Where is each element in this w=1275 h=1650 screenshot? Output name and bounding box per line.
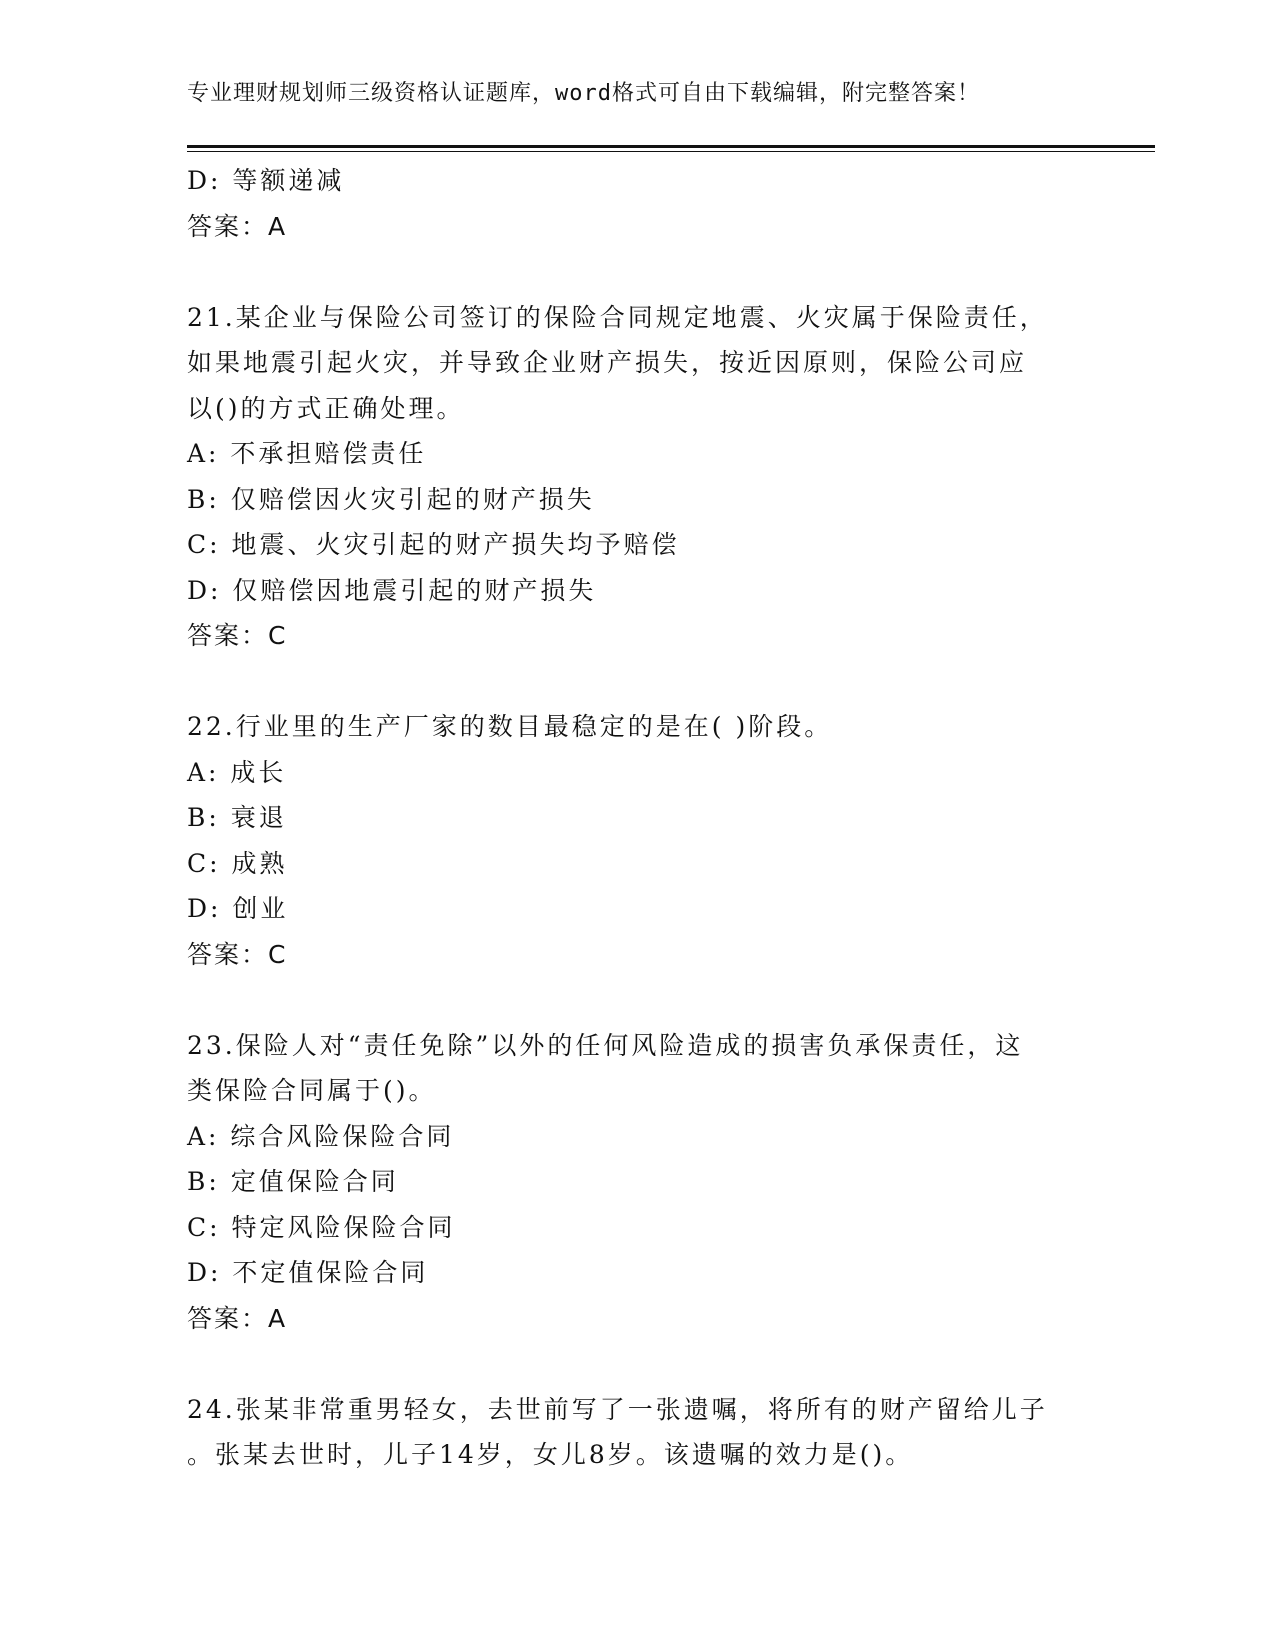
question-text-line: 21.某企业与保险公司签订的保险合同规定地震、火灾属于保险责任， <box>187 302 1048 332</box>
option-d: D: 创业 <box>187 894 289 923</box>
question-text-line: 23.保险人对“责任免除”以外的任何风险造成的损害负承保责任，这 <box>187 1030 1024 1060</box>
question-text-line: 22.行业里的生产厂家的数目最稳定的是在( )阶段。 <box>187 712 833 741</box>
spacer <box>187 1341 1087 1387</box>
question-text-line: 24.张某非常重男轻女，去世前写了一张遗嘱，将所有的财产留给儿子 <box>187 1394 1048 1424</box>
option-d: D: 等额递减 <box>187 166 345 195</box>
option-b: B: 衰退 <box>187 803 287 832</box>
page-header: 专业理财规划师三级资格认证题库，word格式可自由下载编辑，附完整答案！ <box>187 81 980 106</box>
spacer <box>187 659 1087 705</box>
document-body <box>187 158 1087 1478</box>
question-24 <box>187 1387 1087 1478</box>
answer: 答案：C <box>187 939 288 969</box>
option-b: B: 定值保险合同 <box>187 1167 399 1196</box>
question-23 <box>187 1023 1087 1342</box>
option-c: C: 特定风险保险合同 <box>187 1212 456 1242</box>
answer: 答案：A <box>187 211 288 241</box>
option-a: A: 不承担赔偿责任 <box>187 439 427 468</box>
option-a: A: 综合风险保险合同 <box>187 1121 455 1151</box>
question-22 <box>187 704 1087 977</box>
question-text-line: 类保险合同属于()。 <box>187 1076 437 1105</box>
spacer <box>187 249 1087 295</box>
question-text-line: 。张某去世时，儿子14岁，女儿8岁。该遗嘱的效力是()。 <box>187 1440 914 1469</box>
option-b: B: 仅赔偿因火灾引起的财产损失 <box>187 484 595 514</box>
spacer <box>187 977 1087 1023</box>
option-c: C: 成熟 <box>187 848 288 878</box>
answer: 答案：C <box>187 621 288 650</box>
question-text-line: 以()的方式正确处理。 <box>187 393 465 423</box>
option-d: D: 不定值保险合同 <box>187 1258 429 1287</box>
header-rule-thick <box>187 145 1155 148</box>
header-rule-thin <box>187 151 1155 152</box>
option-c: C: 地震、火灾引起的财产损失均予赔偿 <box>187 530 680 559</box>
option-a: A: 成长 <box>187 757 287 787</box>
question-text-line: 如果地震引起火灾，并导致企业财产损失，按近因原则，保险公司应 <box>187 348 1028 377</box>
option-d: D: 仅赔偿因地震引起的财产损失 <box>187 575 597 605</box>
question-21 <box>187 295 1087 659</box>
answer: 答案：A <box>187 1303 288 1333</box>
